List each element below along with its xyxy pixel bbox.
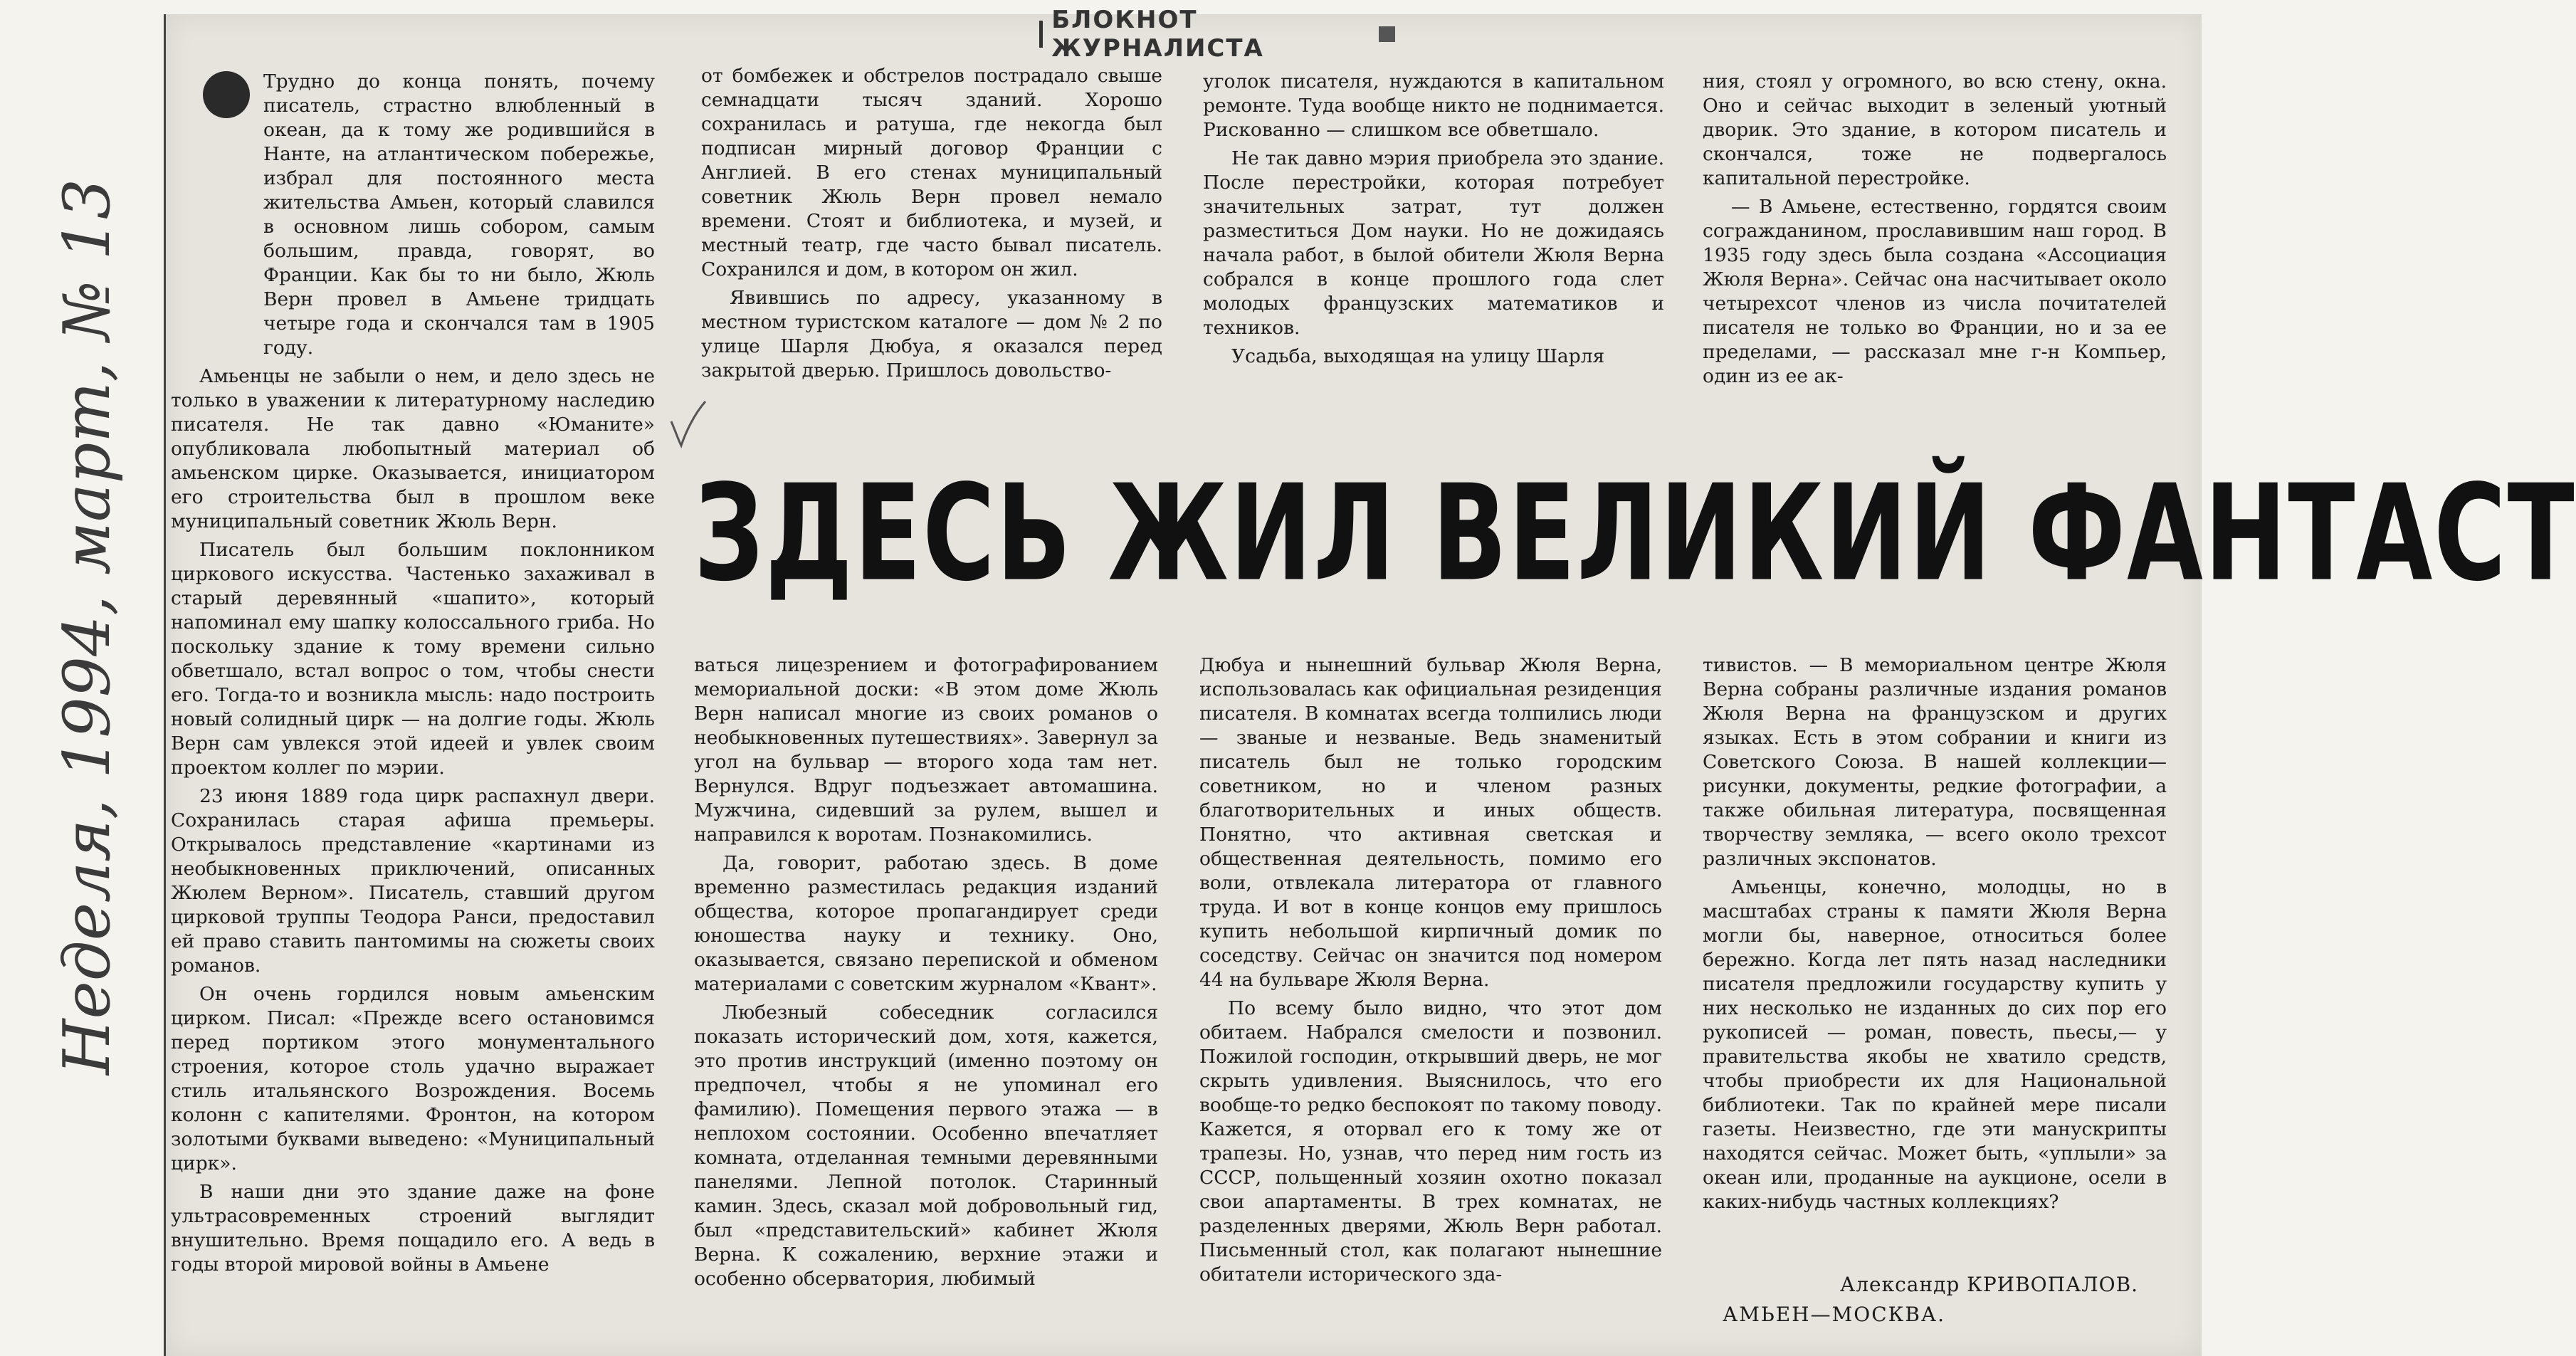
- column-2-top: [701, 64, 1162, 387]
- paragraph: Амьенцы, конечно, молодцы, но в масштабах страны к памяти Жюля Верна могли бы, наверное, относиться более бережно. Когда лет пять назад наследники писателя предложили государству купить у них несколько не изданных до сих пор его рукописей — роман, повесть, пьесы,— у правительства якобы не хватило средств, чтобы приобрести их для Национальной библиотеки. Так по крайней мере писали газеты. Неизвестно, где эти манускрипты находятся сейчас. Может быть, «уплыли» за океан или, проданные на аукционе, осели в каких-нибудь частных коллекциях?: [1703, 876, 2167, 1213]
- paragraph: Любезный собеседник согласился показать исторический дом, хотя, кажется, это против инструкций (именно поэтому он предпочел, чтобы я не упоминал его фамилию). Помещения первого этажа — в неплохом состоянии. Особенно впечатляет комната, отделанная темными деревянными панелями. Лепной потолок. Старинный камин. Здесь, сказал мой добровольный гид, был «представительский» кабинет Жюля Верна. К сожалению, верхние этажи и особенно обсерватория, любимый: [694, 1002, 1158, 1290]
- paragraph: ваться лицезрением и фотографированием мемориальной доски: «В этом доме Жюль Верн написал многие из своих романов о необыкновенных путешествиях». Завернул за угол на бульвар — второго хода там нет. Вернулся. Вдруг подъезжает автомашина. Мужчина, сидевший за рулем, вышел и направился к воротам. Познакомились.: [694, 654, 1158, 846]
- column-4-top: [1703, 70, 2167, 393]
- paragraph: Трудно до конца понять, почему писатель, страстно влюбленный в океан, да к тому же родившийся в Нанте, на атлантическом побережье, избрал для постоянного места жительства Амьен, который славился в основном лишь собором, самым большим, правда, говорят, во Франции. Как бы то ни было, Жюль Верн провел в Амьене тридцать четыре года и скончался там в 1905 году.: [263, 70, 655, 359]
- headline: ЗДЕСЬ ЖИЛ ВЕЛИКИЙ ФАНТАСТ: [694, 456, 2576, 611]
- paragraph: ния, стоял у огромного, во всю стену, окна. Оно и сейчас выходит в зеленый уютный дворик. Это здание, в котором писатель и скончался, тоже не подвергалось капитальной перестройке.: [1703, 70, 2167, 189]
- paragraph: Да, говорит, работаю здесь. В доме временно разместилась редакция изданий общества, которое пропагандирует среди юношества науку и технику. Оно, оказывается, связано перепиской и обменом материалами с советским журналом «Квант».: [694, 852, 1158, 995]
- column-2-bottom: [694, 653, 1158, 1295]
- paragraph: 23 июня 1889 года цирк распахнул двери. Сохранилась старая афиша премьеры. Открывалось представление «картинами из необыкновенных приключений, описанных Жюлем Верном». Писатель, ставший другом цирковой труппы Теодора Ранси, предоставил ей право ставить пантомимы на сюжеты своих романов.: [171, 785, 655, 977]
- column-3-bottom: [1199, 653, 1662, 1291]
- paragraph: от бомбежек и обстрелов пострадало свыше семнадцати тысяч зданий. Хорошо сохранилась и ратуша, где некогда был подписан мирный договор Франции с Англией. В его стенах муниципальный советник Жюль Верн провел немало времени. Стоят и библиотека, и музей, и местный театр, где часто бывал писатель. Сохранился и дом, в котором он жил.: [701, 65, 1162, 280]
- column-1: [171, 70, 655, 1281]
- paragraph: Писатель был большим поклонником циркового искусства. Частенько захаживал в старый деревянный «шапито», который напоминал ему шапку колоссального гриба. Но поскольку здание к тому времени сильно обветшало, встал вопрос о том, чтобы снести его. Тогда-то и возникла мысль: надо построить новый солидный цирк — на долгие годы. Жюль Верн сам увлекся этой идеей и увлек своим проектом коллег по мэрии.: [171, 539, 655, 779]
- paragraph: Явившись по адресу, указанному в местном туристском каталоге — дом № 2 по улице Шарля Дюбуа, я оказался перед закрытой дверью. Пришлось довольство-: [701, 287, 1162, 382]
- paragraph: — В Амьене, естественно, гордятся своим согражданином, прославившим наш город. В 1935 году здесь была создана «Ассоциация Жюля Верна». Сейчас она насчитывает около четырехсот членов из числа почитателей писателя не только во Франции, но и за ее пределами, — рассказал мне г-н Компьер, один из ее ак-: [1703, 196, 2167, 387]
- paragraph: Он очень гордился новым амьенским цирком. Писал: «Прежде всего остановимся перед портиком этого монументального строения, которое столь удачно выражает стиль итальянского Возрождения. Восемь колонн с капителями. Фронтон, на котором золотыми буквами выведено: «Муниципальный цирк».: [171, 983, 655, 1174]
- column-4-bottom: [1703, 653, 2167, 1219]
- paragraph: Амьенцы не забыли о нем, и дело здесь не только в уважении к литературному наследию писателя. Не так давно «Юманите» опубликовала любопытный материал об амьенском цирке. Оказывается, инициатором его строительства был в прошлом веке муниципальный советник Жюль Верн.: [171, 365, 655, 532]
- paragraph: По всему было видно, что этот дом обитаем. Набрался смелости и позвонил. Пожилой господин, открывший дверь, не мог скрыть удивления. Выяснилось, что его вообще-то редко беспокоят по такому поводу. Кажется, я оторвал его к тому же от трапезы. Но, узнав, что перед ним гость из СССР, польщенный хозяин охотно показал свои апартаменты. В трех комнатах, не разделенных дверями, Жюль Верн работал. Письменный стол, как полагают нынешние обитатели исторического зда-: [1199, 997, 1662, 1286]
- paragraph: Дюбуа и нынешний бульвар Жюля Верна, использовалась как официальная резиденция писателя. В комнатах всегда толпились люди — званые и незваные. Ведь знаменитый писатель был не только городским советником, но и членом разных благотворительных и иных обществ. Понятно, что активная светская и общественная деятельность, помимо его воли, отвлекала литератора от главного труда. И вот в конце концов ему пришлось купить небольшой кирпичный домик по соседству. Сейчас он значится под номером 44 на бульваре Жюля Верна.: [1199, 654, 1662, 991]
- paragraph: Усадьба, выходящая на улицу Шарля: [1231, 345, 1605, 367]
- dateline: АМЬЕН—МОСКВА.: [1723, 1303, 1945, 1326]
- rubric-bar: [1039, 21, 1043, 48]
- rubric-label: БЛОКНОТ ЖУРНАЛИСТА: [1051, 6, 1264, 63]
- paragraph: уголок писателя, нуждаются в капитальном ремонте. Туда вообще никто не поднимается. Рискованно — слишком все обветшало.: [1203, 70, 1664, 141]
- column-3-top: [1203, 70, 1664, 373]
- author-signature: Александр КРИВОПАЛОВ.: [1840, 1273, 2139, 1296]
- paragraph: тивистов. — В мемориальном центре Жюля Верна собраны различные издания романов Жюля Верна на французском и других языках. Есть в этом собрании и книги из Советского Союза. В нашей коллекции—рисунки, документы, редкие фотографии, а также обильная литература, посвященная творчеству земляка, — всего около трехсот различных экспонатов.: [1703, 654, 2167, 870]
- handwritten-note: Неделя, 1994, март, № 13: [50, 178, 125, 1075]
- paragraph: Не так давно мэрия приобрела это здание. После перестройки, которая потребует значительных затрат, тут должен разместиться Дом науки. Но не дожидаясь начала работ, в былой обители Жюля Верна собрался в конце прошлого года слет молодых французских математиков и техников.: [1203, 147, 1664, 339]
- rubric-square: [1379, 26, 1395, 42]
- paragraph: В наши дни это здание даже на фоне ультрасовременных строений выглядит внушительно. Время пощадило его. А ведь в годы второй мировой войны в Амьене: [171, 1181, 655, 1276]
- rubric: [1039, 6, 1395, 63]
